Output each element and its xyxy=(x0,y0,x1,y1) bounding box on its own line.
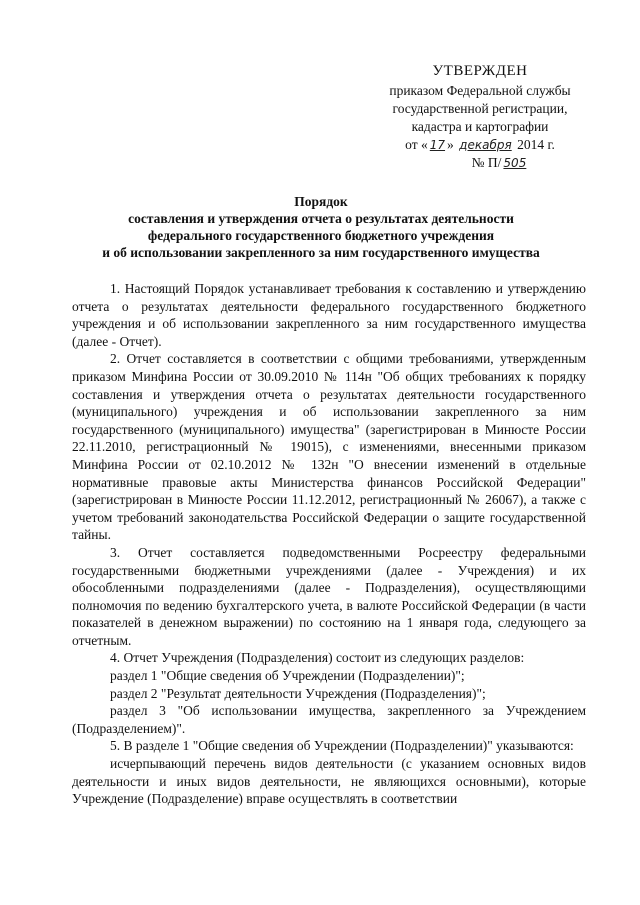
paragraph-2: 2. Отчет составляется в соответствии с общими требованиями, утвержденным приказом Минфина России от 30.09.2010 № 114н "Об общих требованиях к порядку составления и утверждения отчета о результатах деятельности государственного (муниципального) учреждения и об использовании закрепленного за ним государственного (муниципального) имущества" (зарегистрирован в Минюсте России 22.11.2010, регистрационный № 19015), с изменениями, внесенными приказом Минфина России от 02.10.2012 № 132н "О внесении изменений в отдельные нормативные правовые акты Министерства финансов Российской Федерации" (зарегистрирован в Минюсте России 11.12.2012, регистрационный № 26067), а также с учетом требований законодательства Российской Федерации о защите государственной тайны. xyxy=(72,351,586,543)
date-month-handwritten: декабря xyxy=(459,138,512,152)
paragraph-1: 1. Настоящий Порядок устанавливает требования к составлению и утверждению отчета о результатах деятельности федерального государственного бюджетного учреждения и об использовании закрепленного за ним государственного имущества (далее - Отчет). xyxy=(72,281,586,349)
document-body xyxy=(72,280,586,808)
approval-line-3: кадастра и картографии xyxy=(411,119,549,134)
date-day-handwritten: 17 xyxy=(429,138,446,152)
date-prefix: от « xyxy=(405,137,428,152)
section-item-1: раздел 1 "Общие сведения об Учреждении (Подразделении)"; xyxy=(110,668,465,684)
date-mid: » xyxy=(447,137,458,152)
section-item-3: раздел 3 "Об использовании имущества, закрепленного за Учреждением (Подразделением)". xyxy=(72,703,586,736)
section-item-2: раздел 2 "Результат деятельности Учреждения (Подразделения)"; xyxy=(110,685,486,701)
number-prefix: № П/ xyxy=(471,155,502,170)
number-handwritten: 505 xyxy=(503,156,527,170)
title-line-1: Порядок xyxy=(294,194,348,209)
approval-stamp-block xyxy=(360,62,600,172)
paragraph-5: 5. В разделе 1 "Общие сведения об Учреждении (Подразделении)" указываются: xyxy=(110,738,574,754)
approval-line-1: приказом Федеральной службы xyxy=(389,83,571,98)
paragraph-4: 4. Отчет Учреждения (Подразделения) состоит из следующих разделов: xyxy=(110,650,525,666)
approval-number xyxy=(400,154,600,172)
document-title xyxy=(56,193,586,261)
date-year: 2014 г. xyxy=(513,137,555,152)
title-line-3: федерального государственного бюджетного учреждения xyxy=(147,228,495,243)
paragraph-3: 3. Отчет составляется подведомственными Росреестру федеральными государственными бюджетными учреждениями (далее - Учреждения) и их обособленными подразделениями (далее - Подразделения), осуществляющими полномочия по ведению бухгалтерского учета, в валюте Российской Федерации (в части показателей в денежном выражении) по состоянию на 1 января года, следующего за отчетным. xyxy=(72,544,586,648)
approval-date xyxy=(360,136,600,154)
approval-heading: УТВЕРЖДЕН xyxy=(432,63,528,79)
title-line-4: и об использовании закрепленного за ним государственного имущества xyxy=(102,245,540,260)
paragraph-5-item: исчерпывающий перечень видов деятельности (с указанием основных видов деятельности и иных видов деятельности, не являющихся основными), которые Учреждение (Подразделение) вправе осуществлять в соответствии xyxy=(72,756,586,807)
approval-line-2: государственной регистрации, xyxy=(392,101,568,116)
title-line-2: составления и утверждения отчета о результатах деятельности xyxy=(128,211,514,226)
